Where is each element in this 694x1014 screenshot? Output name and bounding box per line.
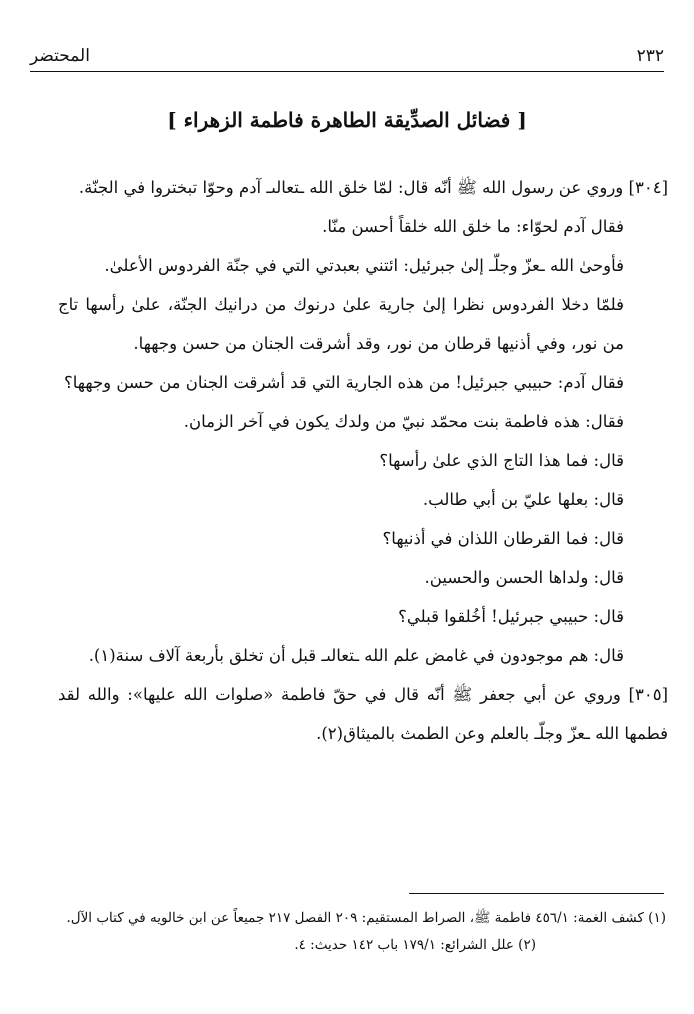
paragraph: فلمّا دخلا الفردوس نظرا إلىٰ جارية علىٰ درنوك من درانيك الجنّة، علىٰ رأسها تاج من نور، وفي أذنيها قرطان من نور، وقد أشرقت الجنان من حسن وجهها. — [58, 295, 624, 353]
footnotes — [30, 905, 666, 959]
paragraph-304: [٣٠٤] وروي عن رسول الله ﷺ أنّه قال: لمّا خلق الله ـتعالىـ آدم وحوّا تبختروا في الجنّة. — [78, 178, 668, 197]
paragraph: فقال آدم: حبيبي جبرئيل! من هذه الجارية التي قد أشرقت الجنان من حسن وجهها؟ — [63, 373, 624, 392]
running-title: المحتضر — [30, 46, 90, 66]
paragraph: قال: بعلها عليّ بن أبي طالب. — [422, 490, 624, 509]
paragraph-305: [٣٠٥] وروي عن أبي جعفر ﷺ أنّه قال في حقّ فاطمة «صلوات الله عليها»: والله لقد فطمها الله ـعزّ وجلّـ بالعلم وعن الطمث بالميثاق(٢). — [58, 685, 668, 743]
header-rule — [30, 71, 664, 72]
paragraph: قال: فما هذا التاج الذي علىٰ رأسها؟ — [379, 451, 624, 470]
paragraph: قال: فما القرطان اللذان في أذنيها؟ — [382, 529, 624, 548]
page-number: ٢٣٢ — [636, 46, 664, 66]
paragraph: فقال: هذه فاطمة بنت محمّد نبيّ من ولدك يكون في آخر الزمان. — [183, 412, 624, 431]
paragraph: فقال آدم لحوّاء: ما خلق الله خلقاً أحسن منّا. — [322, 217, 624, 236]
paragraph: قال: هم موجودون في غامض علم الله ـتعالىـ قبل أن تخلق بأربعة آلاف سنة(١). — [88, 646, 624, 665]
footnote-rule — [409, 893, 664, 894]
paragraph: فأوحىٰ الله ـعزّ وجلّـ إلىٰ جبرئيل: ائتني بعبدتي التي في جنّة الفردوس الأعلىٰ. — [104, 256, 624, 275]
section-title: [ فضائل الصدِّيقة الطاهرة فاطمة الزهراء ] — [167, 108, 527, 132]
main-text — [58, 168, 668, 753]
paragraph: قال: حبيبي جبرئيل! أخُلقوا قبلي؟ — [398, 607, 624, 626]
page-header — [30, 36, 664, 66]
paragraph: قال: ولداها الحسن والحسين. — [424, 568, 624, 587]
footnote-1: (١) كشف الغمة: ٤٥٦/١ فاطمة ﷺ، الصراط المستقيم: ٢٠٩ الفصل ٢١٧ جميعاً عن ابن خالويه في كتاب الآل. — [66, 910, 666, 926]
footnote-2: (٢) علل الشرائع: ١٧٩/١ باب ١٤٢ حديث: ٤. — [294, 937, 536, 953]
